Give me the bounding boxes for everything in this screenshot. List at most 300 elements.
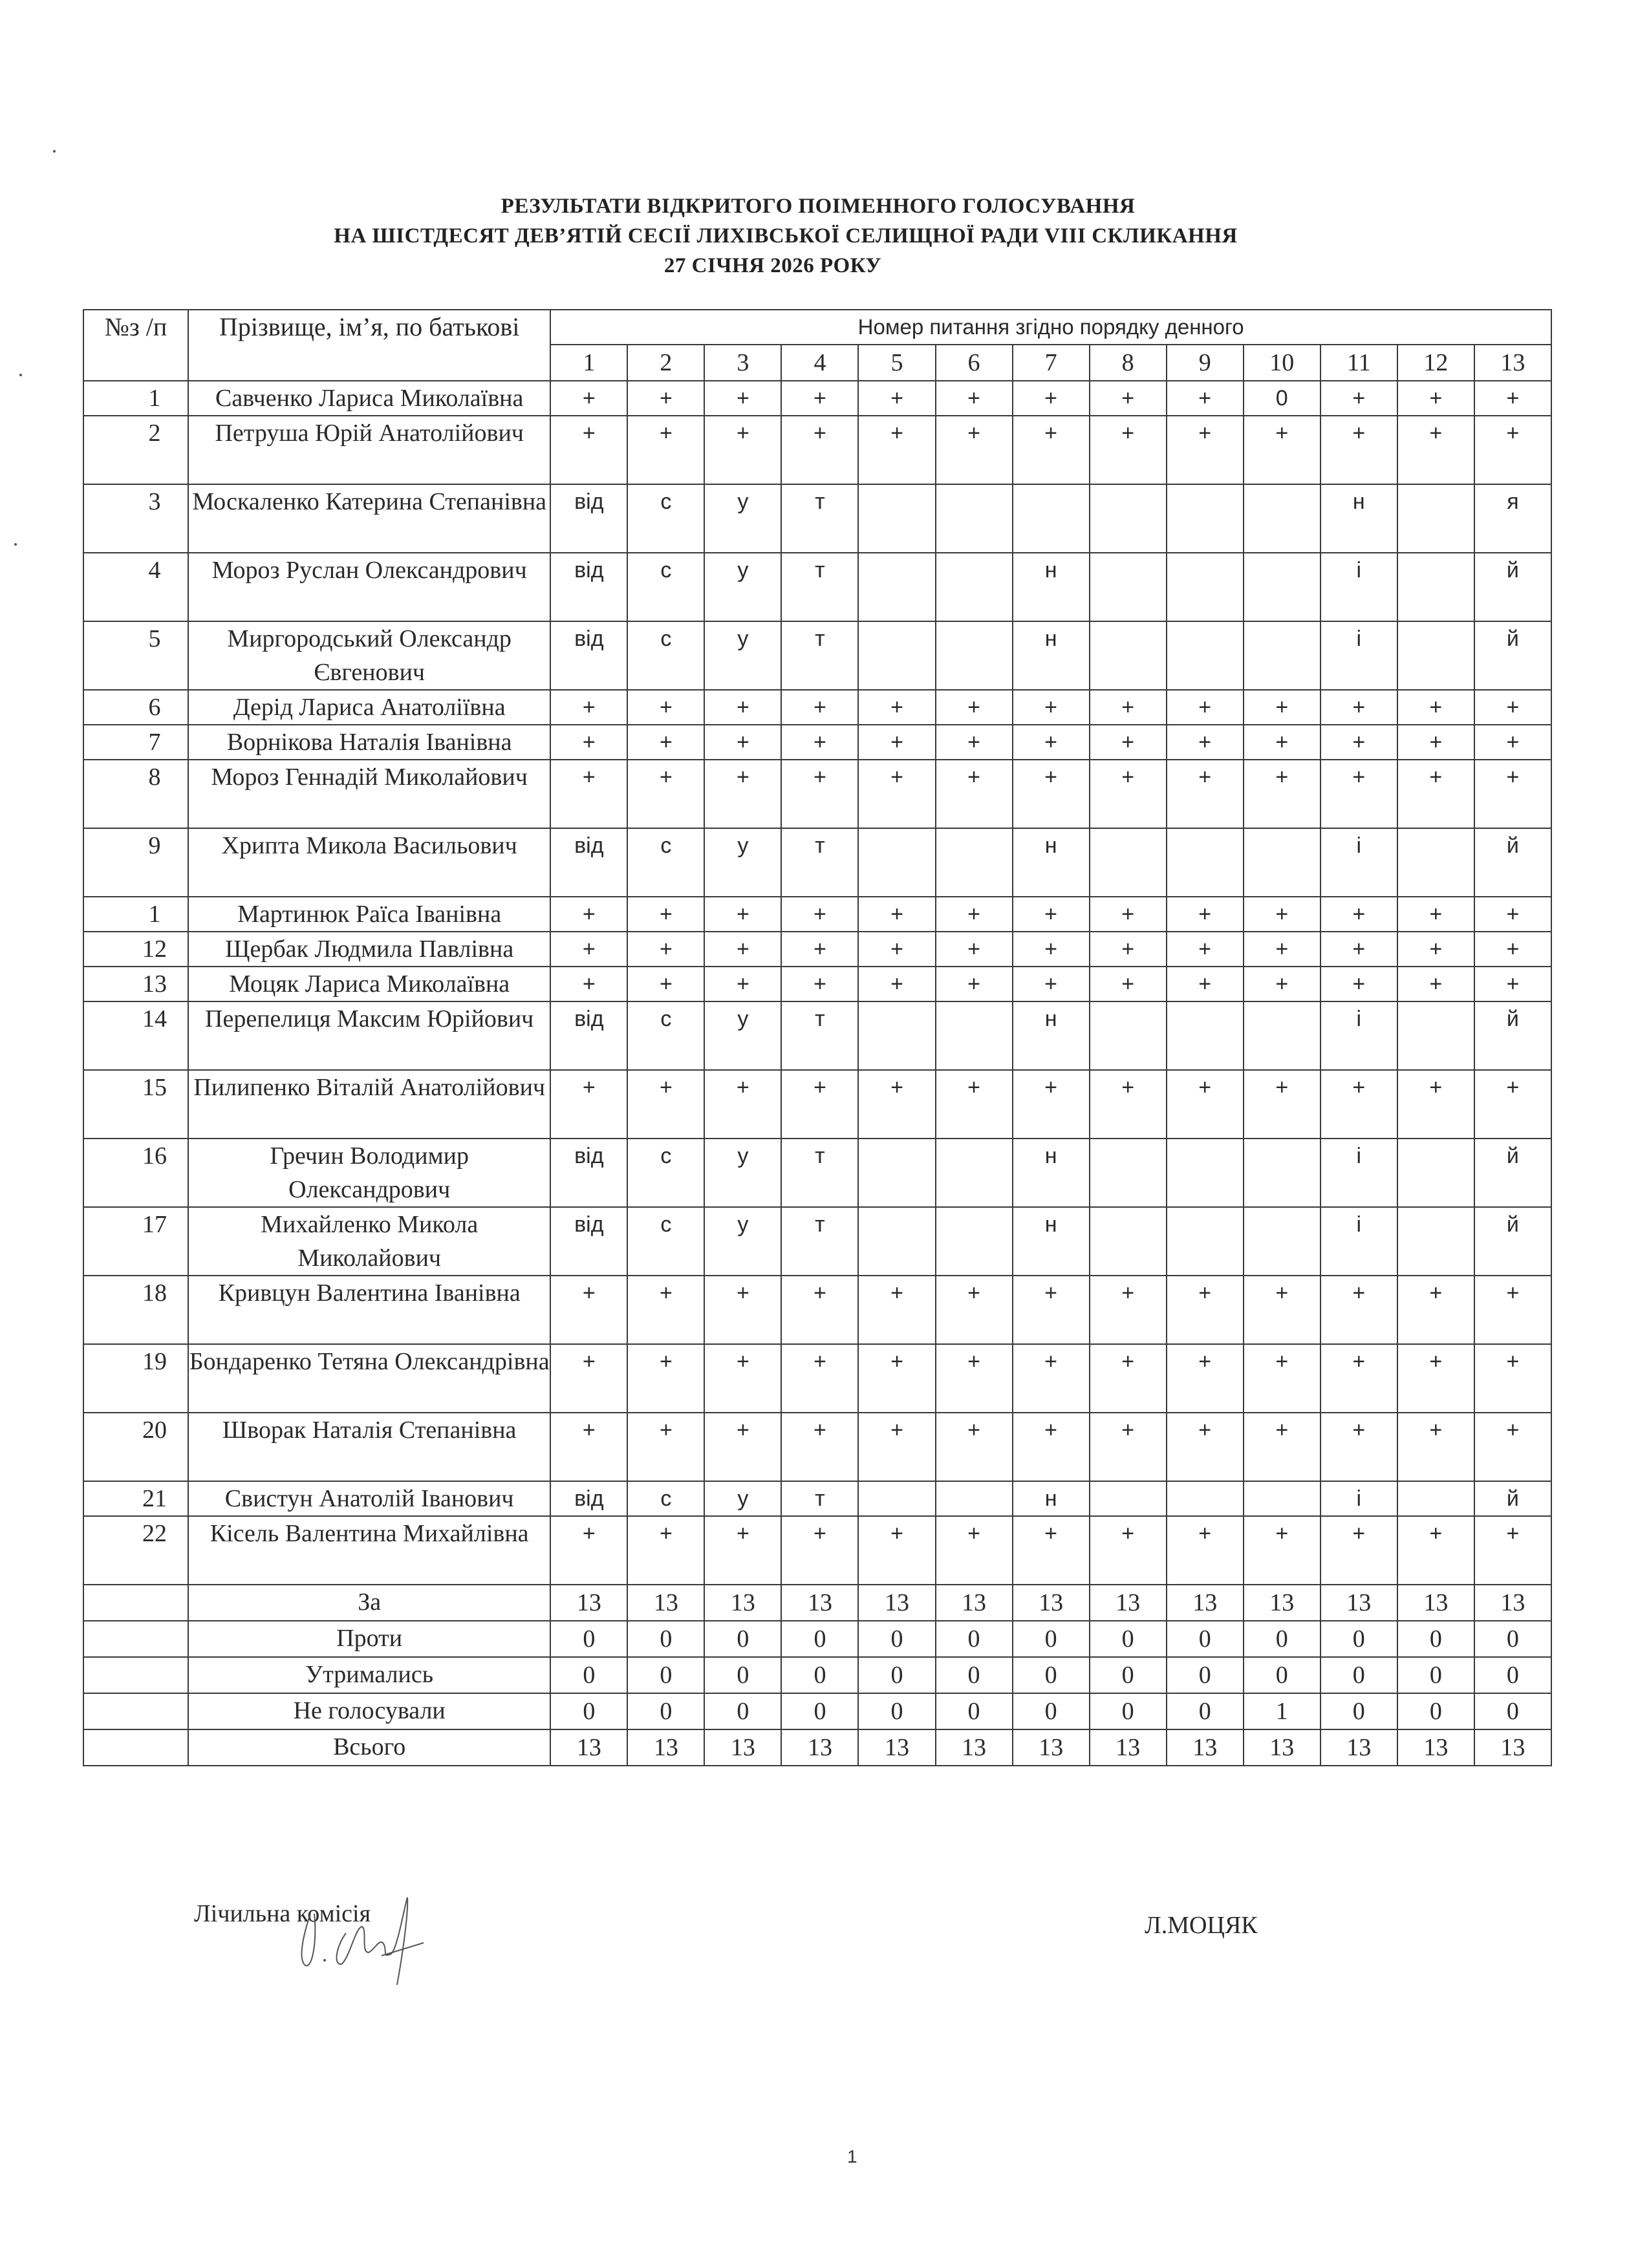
vote-cell: [1090, 553, 1167, 621]
vote-cell: [1244, 1481, 1320, 1516]
vote-cell: у: [704, 1001, 781, 1070]
vote-cell: +: [1397, 1070, 1474, 1139]
vote-cell: я: [1474, 484, 1551, 553]
vote-cell: +: [936, 725, 1013, 760]
vote-cell: +: [1013, 416, 1090, 484]
vote-cell: т: [781, 484, 858, 553]
header-question-number: 2: [627, 345, 704, 381]
vote-cell: +: [1397, 381, 1474, 416]
summary-value: 13: [1013, 1585, 1090, 1621]
vote-cell: +: [1474, 1070, 1551, 1139]
vote-cell: +: [550, 725, 627, 760]
vote-cell: с: [627, 1139, 704, 1207]
vote-cell: +: [1397, 760, 1474, 828]
vote-cell: +: [781, 381, 858, 416]
deputy-name: Мороз Руслан Олександрович: [188, 553, 550, 621]
summary-value: 0: [1474, 1657, 1551, 1693]
summary-value: 13: [704, 1729, 781, 1766]
vote-cell: +: [704, 690, 781, 725]
vote-cell: [1167, 1207, 1244, 1276]
vote-cell: [1167, 621, 1244, 690]
header-question-number: 8: [1090, 345, 1167, 381]
vote-cell: т: [781, 1481, 858, 1516]
vote-cell: +: [704, 932, 781, 967]
vote-cell: і: [1320, 1481, 1397, 1516]
vote-cell: +: [1090, 1276, 1167, 1344]
vote-cell: [1090, 1481, 1167, 1516]
vote-cell: [1397, 1481, 1474, 1516]
vote-cell: +: [1090, 967, 1167, 1001]
vote-cell: +: [936, 932, 1013, 967]
row-number: 8: [83, 760, 188, 828]
vote-cell: +: [1397, 967, 1474, 1001]
vote-cell: [936, 1481, 1013, 1516]
header-question-number: 4: [781, 345, 858, 381]
vote-cell: від: [550, 1207, 627, 1276]
vote-cell: +: [550, 1344, 627, 1413]
vote-cell: [1090, 1139, 1167, 1207]
deputy-name: Кривцун Валентина Іванівна: [188, 1276, 550, 1344]
deputy-row: [83, 725, 1551, 760]
vote-cell: с: [627, 484, 704, 553]
vote-cell: +: [781, 1276, 858, 1344]
vote-cell: +: [627, 1070, 704, 1139]
deputy-name: Миргородський Олександр Євгенович: [188, 621, 550, 690]
vote-cell: +: [1167, 1276, 1244, 1344]
deputy-row: [83, 1481, 1551, 1516]
summary-value: 0: [1244, 1621, 1320, 1657]
vote-cell: +: [1397, 725, 1474, 760]
vote-cell: [1013, 484, 1090, 553]
summary-value: 0: [1167, 1657, 1244, 1693]
vote-cell: у: [704, 621, 781, 690]
vote-cell: +: [550, 690, 627, 725]
deputy-name: Ворнікова Наталія Іванівна: [188, 725, 550, 760]
vote-cell: +: [1244, 1276, 1320, 1344]
row-number: 22: [83, 1516, 188, 1585]
vote-cell: +: [1013, 932, 1090, 967]
row-number: 5: [83, 621, 188, 690]
vote-cell: [1244, 484, 1320, 553]
summary-value: 13: [550, 1729, 627, 1766]
deputy-row: [83, 1207, 1551, 1276]
summary-value: 0: [1013, 1657, 1090, 1693]
deputy-row: [83, 1344, 1551, 1413]
vote-cell: т: [781, 621, 858, 690]
summary-value: 1: [1244, 1693, 1320, 1729]
vote-cell: +: [627, 1344, 704, 1413]
vote-cell: і: [1320, 553, 1397, 621]
vote-cell: +: [1090, 1344, 1167, 1413]
vote-cell: й: [1474, 1001, 1551, 1070]
vote-cell: +: [936, 967, 1013, 1001]
summary-empty-cell: [83, 1693, 188, 1729]
vote-cell: +: [627, 1276, 704, 1344]
vote-cell: [1244, 1139, 1320, 1207]
vote-cell: +: [936, 1070, 1013, 1139]
summary-table-body: [83, 1585, 1551, 1766]
summary-value: 0: [936, 1693, 1013, 1729]
summary-label: Проти: [188, 1621, 550, 1657]
deputy-name: Пилипенко Віталій Анатолійович: [188, 1070, 550, 1139]
vote-cell: +: [704, 1413, 781, 1481]
scan-speck: [19, 374, 22, 376]
vote-cell: +: [627, 1516, 704, 1585]
vote-cell: +: [1397, 1276, 1474, 1344]
header-question-number: 1: [550, 345, 627, 381]
vote-cell: +: [1244, 897, 1320, 932]
header-question-number: 12: [1397, 345, 1474, 381]
deputy-row: [83, 932, 1551, 967]
row-number: 4: [83, 553, 188, 621]
vote-cell: +: [1244, 690, 1320, 725]
vote-cell: [1167, 553, 1244, 621]
summary-value: 0: [1320, 1693, 1397, 1729]
vote-cell: +: [550, 760, 627, 828]
vote-cell: +: [1090, 381, 1167, 416]
vote-cell: +: [1167, 1070, 1244, 1139]
vote-cell: [936, 484, 1013, 553]
vote-cell: від: [550, 553, 627, 621]
vote-cell: +: [1320, 897, 1397, 932]
vote-cell: +: [781, 897, 858, 932]
vote-cell: +: [627, 690, 704, 725]
row-number: 15: [83, 1070, 188, 1139]
vote-cell: +: [1167, 1413, 1244, 1481]
vote-cell: [1244, 1207, 1320, 1276]
vote-cell: й: [1474, 828, 1551, 897]
summary-value: 13: [627, 1729, 704, 1766]
summary-value: 13: [1397, 1585, 1474, 1621]
vote-cell: [858, 1001, 935, 1070]
header-question-number: 3: [704, 345, 781, 381]
deputy-name: Шворак Наталія Степанівна: [188, 1413, 550, 1481]
vote-cell: +: [858, 381, 935, 416]
vote-cell: +: [550, 932, 627, 967]
vote-cell: +: [1090, 1413, 1167, 1481]
vote-cell: +: [1013, 725, 1090, 760]
row-number: 1: [83, 897, 188, 932]
vote-cell: +: [1474, 932, 1551, 967]
deputy-row: [83, 1276, 1551, 1344]
vote-cell: +: [1244, 760, 1320, 828]
vote-cell: +: [627, 967, 704, 1001]
vote-cell: +: [1090, 897, 1167, 932]
vote-cell: +: [1244, 932, 1320, 967]
summary-value: 0: [1167, 1621, 1244, 1657]
summary-value: 0: [1320, 1657, 1397, 1693]
deputy-name: Мартинюк Раїса Іванівна: [188, 897, 550, 932]
vote-cell: +: [936, 381, 1013, 416]
vote-cell: +: [781, 1070, 858, 1139]
vote-cell: +: [1320, 690, 1397, 725]
vote-cell: н: [1013, 1481, 1090, 1516]
vote-cell: +: [1474, 1276, 1551, 1344]
vote-cell: +: [1167, 1344, 1244, 1413]
deputy-row: [83, 897, 1551, 932]
vote-cell: +: [627, 416, 704, 484]
vote-cell: +: [1090, 760, 1167, 828]
header-question-number: 6: [936, 345, 1013, 381]
summary-value: 13: [936, 1729, 1013, 1766]
vote-cell: н: [1013, 1207, 1090, 1276]
vote-cell: +: [858, 897, 935, 932]
vote-cell: і: [1320, 1207, 1397, 1276]
vote-cell: +: [1320, 1516, 1397, 1585]
vote-cell: +: [1397, 1344, 1474, 1413]
row-number: 18: [83, 1276, 188, 1344]
summary-value: 0: [704, 1621, 781, 1657]
summary-label: Не голосували: [188, 1693, 550, 1729]
vote-cell: +: [936, 1516, 1013, 1585]
summary-value: 0: [1167, 1693, 1244, 1729]
vote-cell: +: [550, 967, 627, 1001]
vote-cell: [1090, 1207, 1167, 1276]
vote-cell: т: [781, 1001, 858, 1070]
summary-value: 0: [704, 1657, 781, 1693]
deputy-row: [83, 1001, 1551, 1070]
vote-cell: +: [550, 1516, 627, 1585]
row-number: 21: [83, 1481, 188, 1516]
header-question-number: 11: [1320, 345, 1397, 381]
deputy-row: [83, 828, 1551, 897]
vote-cell: +: [1474, 1413, 1551, 1481]
deputy-row: [83, 621, 1551, 690]
row-number: 19: [83, 1344, 188, 1413]
summary-value: 13: [1320, 1585, 1397, 1621]
deputy-row: [83, 416, 1551, 484]
vote-cell: у: [704, 1207, 781, 1276]
summary-value: 0: [1474, 1621, 1551, 1657]
vote-cell: +: [1167, 1516, 1244, 1585]
vote-cell: +: [1244, 1413, 1320, 1481]
vote-cell: у: [704, 1139, 781, 1207]
vote-cell: [1090, 1001, 1167, 1070]
vote-cell: +: [1013, 1516, 1090, 1585]
vote-cell: +: [704, 1344, 781, 1413]
summary-empty-cell: [83, 1621, 188, 1657]
vote-cell: [1397, 1001, 1474, 1070]
vote-cell: +: [781, 760, 858, 828]
vote-cell: с: [627, 1001, 704, 1070]
vote-cell: [858, 553, 935, 621]
summary-value: 13: [704, 1585, 781, 1621]
deputy-row: [83, 690, 1551, 725]
row-number: 16: [83, 1139, 188, 1207]
vote-cell: +: [550, 1070, 627, 1139]
summary-value: 13: [1397, 1729, 1474, 1766]
summary-value: 0: [627, 1621, 704, 1657]
summary-value: 0: [1397, 1621, 1474, 1657]
vote-cell: +: [1397, 416, 1474, 484]
vote-cell: [936, 828, 1013, 897]
vote-cell: [858, 1481, 935, 1516]
vote-cell: +: [936, 897, 1013, 932]
summary-value: 0: [1013, 1621, 1090, 1657]
vote-cell: +: [704, 897, 781, 932]
summary-value: 0: [1397, 1657, 1474, 1693]
summary-value: 13: [1090, 1585, 1167, 1621]
vote-cell: +: [781, 1344, 858, 1413]
deputy-row: [83, 760, 1551, 828]
vote-cell: +: [627, 381, 704, 416]
vote-cell: +: [1167, 381, 1244, 416]
summary-label: Всього: [188, 1729, 550, 1766]
summary-row: [83, 1585, 1551, 1621]
vote-cell: +: [1397, 690, 1474, 725]
vote-cell: й: [1474, 621, 1551, 690]
vote-cell: [1397, 484, 1474, 553]
deputy-name: Кісель Валентина Михайлівна: [188, 1516, 550, 1585]
summary-value: 0: [627, 1657, 704, 1693]
summary-value: 0: [781, 1693, 858, 1729]
vote-cell: т: [781, 1139, 858, 1207]
signatory-name: Л.МОЦЯК: [1145, 1912, 1258, 1939]
vote-cell: н: [1013, 553, 1090, 621]
scan-speck: [53, 150, 56, 153]
vote-cell: н: [1320, 484, 1397, 553]
vote-cell: +: [858, 760, 935, 828]
summary-value: 13: [781, 1585, 858, 1621]
vote-cell: +: [1474, 1516, 1551, 1585]
vote-cell: [1090, 828, 1167, 897]
vote-cell: +: [1320, 1413, 1397, 1481]
deputy-name: Дерід Лариса Анатоліївна: [188, 690, 550, 725]
summary-value: 0: [858, 1621, 935, 1657]
vote-cell: +: [1320, 1344, 1397, 1413]
summary-value: 0: [781, 1657, 858, 1693]
summary-value: 13: [1244, 1729, 1320, 1766]
vote-cell: +: [627, 897, 704, 932]
vote-cell: +: [1320, 381, 1397, 416]
vote-cell: +: [781, 932, 858, 967]
vote-cell: +: [1244, 1070, 1320, 1139]
deputy-name: Москаленко Катерина Степанівна: [188, 484, 550, 553]
deputy-row: [83, 967, 1551, 1001]
vote-cell: +: [936, 1344, 1013, 1413]
vote-cell: +: [1397, 932, 1474, 967]
page-number: 1: [847, 2146, 857, 2166]
summary-empty-cell: [83, 1585, 188, 1621]
summary-value: 13: [858, 1585, 935, 1621]
vote-cell: +: [1090, 1070, 1167, 1139]
header-question-number: 5: [858, 345, 935, 381]
vote-cell: +: [1474, 690, 1551, 725]
summary-row: [83, 1621, 1551, 1657]
summary-value: 13: [1013, 1729, 1090, 1766]
vote-cell: +: [1320, 760, 1397, 828]
vote-cell: +: [781, 1413, 858, 1481]
vote-cell: +: [1320, 725, 1397, 760]
deputy-row: [83, 1139, 1551, 1207]
vote-cell: і: [1320, 621, 1397, 690]
vote-cell: [858, 1139, 935, 1207]
row-number: 20: [83, 1413, 188, 1481]
vote-cell: [1167, 1139, 1244, 1207]
vote-cell: +: [858, 1413, 935, 1481]
summary-value: 13: [1474, 1729, 1551, 1766]
summary-value: 0: [858, 1657, 935, 1693]
vote-cell: +: [550, 416, 627, 484]
vote-cell: +: [627, 725, 704, 760]
vote-cell: +: [1320, 416, 1397, 484]
vote-cell: +: [1013, 1344, 1090, 1413]
deputy-name: Михайленко Микола Миколайович: [188, 1207, 550, 1276]
deputy-name: Савченко Лариса Миколаївна: [188, 381, 550, 416]
row-number: 13: [83, 967, 188, 1001]
header-agenda-group: Номер питання згідно порядку денного: [550, 310, 1551, 345]
summary-value: 13: [1167, 1729, 1244, 1766]
deputy-row: [83, 484, 1551, 553]
vote-cell: 0: [1244, 381, 1320, 416]
vote-cell: +: [1013, 381, 1090, 416]
summary-value: 0: [1090, 1621, 1167, 1657]
summary-value: 13: [1167, 1585, 1244, 1621]
summary-value: 0: [550, 1657, 627, 1693]
header-name-column: Прізвище, ім’я, по батькові: [188, 310, 550, 381]
vote-table-body: [83, 381, 1551, 1585]
vote-cell: +: [704, 725, 781, 760]
vote-cell: +: [1320, 967, 1397, 1001]
vote-cell: +: [858, 1276, 935, 1344]
vote-cell: +: [936, 416, 1013, 484]
header-number-column: №з /п: [83, 310, 188, 381]
vote-cell: +: [1474, 1344, 1551, 1413]
vote-cell: +: [550, 1413, 627, 1481]
document-title-line-1: РЕЗУЛЬТАТИ ВІДКРИТОГО ПОІМЕННОГО ГОЛОСУВАННЯ: [501, 195, 1136, 218]
signature: [285, 1888, 479, 1985]
vote-cell: н: [1013, 1001, 1090, 1070]
summary-value: 0: [781, 1621, 858, 1657]
vote-cell: т: [781, 553, 858, 621]
summary-value: 13: [858, 1729, 935, 1766]
summary-value: 13: [781, 1729, 858, 1766]
vote-cell: +: [550, 1276, 627, 1344]
summary-value: 13: [1244, 1585, 1320, 1621]
summary-value: 0: [1474, 1693, 1551, 1729]
vote-cell: у: [704, 828, 781, 897]
summary-row: [83, 1657, 1551, 1693]
vote-cell: у: [704, 1481, 781, 1516]
summary-value: 0: [1090, 1657, 1167, 1693]
vote-cell: +: [781, 690, 858, 725]
vote-cell: +: [1167, 967, 1244, 1001]
vote-cell: +: [1013, 760, 1090, 828]
roll-call-vote-table: [83, 309, 1552, 1766]
vote-cell: +: [1320, 1070, 1397, 1139]
vote-cell: +: [1090, 1516, 1167, 1585]
summary-value: 13: [627, 1585, 704, 1621]
summary-value: 0: [1397, 1693, 1474, 1729]
vote-cell: +: [550, 381, 627, 416]
vote-cell: й: [1474, 1139, 1551, 1207]
row-number: 6: [83, 690, 188, 725]
vote-cell: [1244, 553, 1320, 621]
vote-cell: [1090, 621, 1167, 690]
vote-cell: +: [1167, 760, 1244, 828]
vote-cell: +: [858, 1516, 935, 1585]
vote-cell: +: [627, 760, 704, 828]
vote-cell: +: [1090, 416, 1167, 484]
summary-value: 0: [1013, 1693, 1090, 1729]
vote-cell: [1167, 1001, 1244, 1070]
summary-value: 0: [1244, 1657, 1320, 1693]
vote-cell: [1397, 828, 1474, 897]
summary-empty-cell: [83, 1657, 188, 1693]
deputy-name: Гречин Володимир Олександрович: [188, 1139, 550, 1207]
vote-cell: +: [1474, 725, 1551, 760]
document-title-line-2: НА ШІСТДЕСЯТ ДЕВ’ЯТІЙ СЕСІЇ ЛИХІВСЬКОЇ СЕЛИЩНОЇ РАДИ VIII СКЛИКАННЯ: [334, 224, 1238, 248]
